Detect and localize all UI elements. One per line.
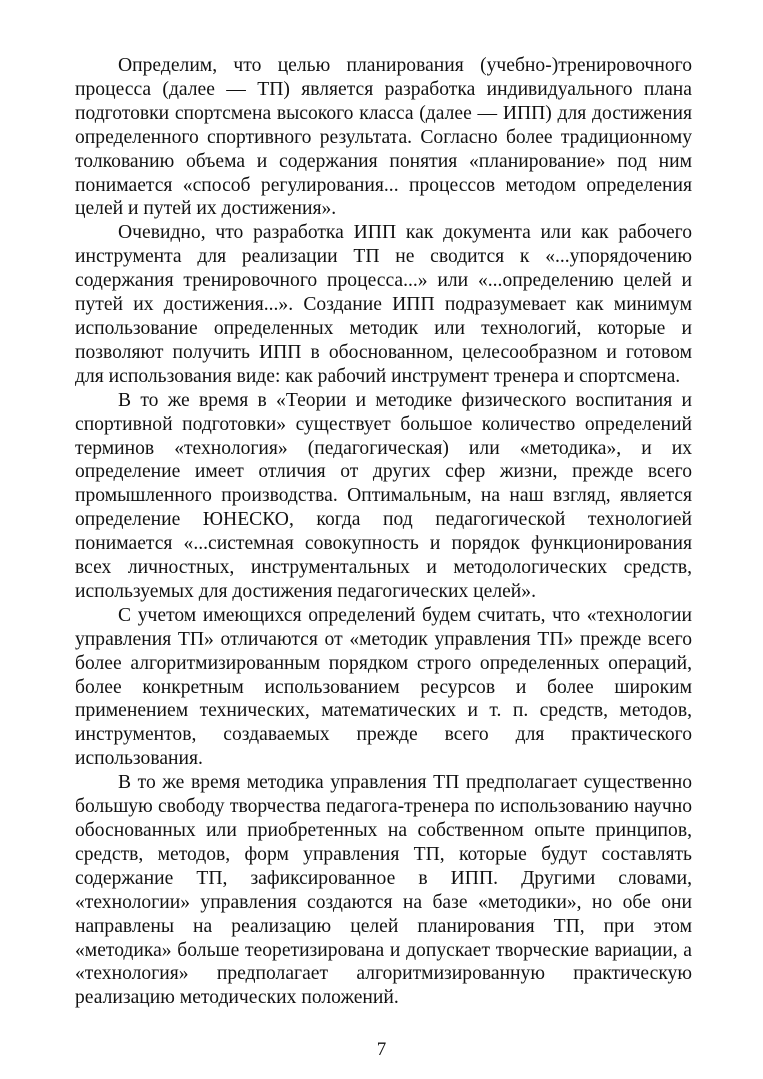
page-body bbox=[75, 54, 692, 1010]
page-number: 7 bbox=[376, 1039, 387, 1060]
paragraph-2: Очевидно, что разработка ИПП как документа или как рабочего инструмента для реализации ТП не сводится к «...упорядочению содержания тренировочного процесса...» или «...определению целей и путей их достижения...». Создание ИПП подразумевает как минимум использование определенных методик или технологий, которые и позволяют получить ИПП в обоснованном, целесообразном и готовом для использования виде: как рабочий инструмент тренера и спортсмена. bbox=[75, 222, 692, 387]
paragraph-1: Определим, что целью планирования (учебно-)тренировочного процесса (далее — ТП) является разработка индивидуального плана подготовки спортсмена высокого класса (далее — ИПП) для достижения определенного спортивного результата. Согласно более традиционному толкованию объема и содержания понятия «планирование» под ним понимается «способ регулирования... процессов методом определения целей и путей их достижения». bbox=[75, 55, 692, 220]
paragraph-5: В то же время методика управления ТП предполагает существенно большую свободу творчества педагога-тренера по использованию научно обоснованных или приобретенных на собственном опыте принципов, средств, методов, форм управления ТП, которые будут составлять содержание ТП, зафиксированное в ИПП. Другими словами, «технологии» управления создаются на базе «методики», но обе они направлены на реализацию целей планирования ТП, при этом «методика» больше теоретизирована и допускает творческие вариации, а «технология» предполагает алгоритмизированную практическую реализацию методических положений. bbox=[75, 772, 692, 1009]
paragraph-3: В то же время в «Теории и методике физического воспитания и спортивной подготовки» существует большое количество определений терминов «технология» (педагогическая) или «методика», и их определение имеет отличия от других сфер жизни, прежде всего промышленного производства. Оптимальным, на наш взгляд, является определение ЮНЕСКО, когда под педагогической технологией понимается «...системная совокупность и порядок функционирования всех личностных, инструментальных и методологических средств, используемых для достижения педагогических целей». bbox=[75, 389, 692, 602]
paragraph-4: С учетом имеющихся определений будем считать, что «технологии управления ТП» отличаются от «методик управления ТП» прежде всего более алгоритмизированным порядком строго определенных операций, более конкретным использованием ресурсов и более широким применением технических, математических и т. п. средств, методов, инструментов, создаваемых прежде всего для практического использования. bbox=[75, 604, 692, 770]
